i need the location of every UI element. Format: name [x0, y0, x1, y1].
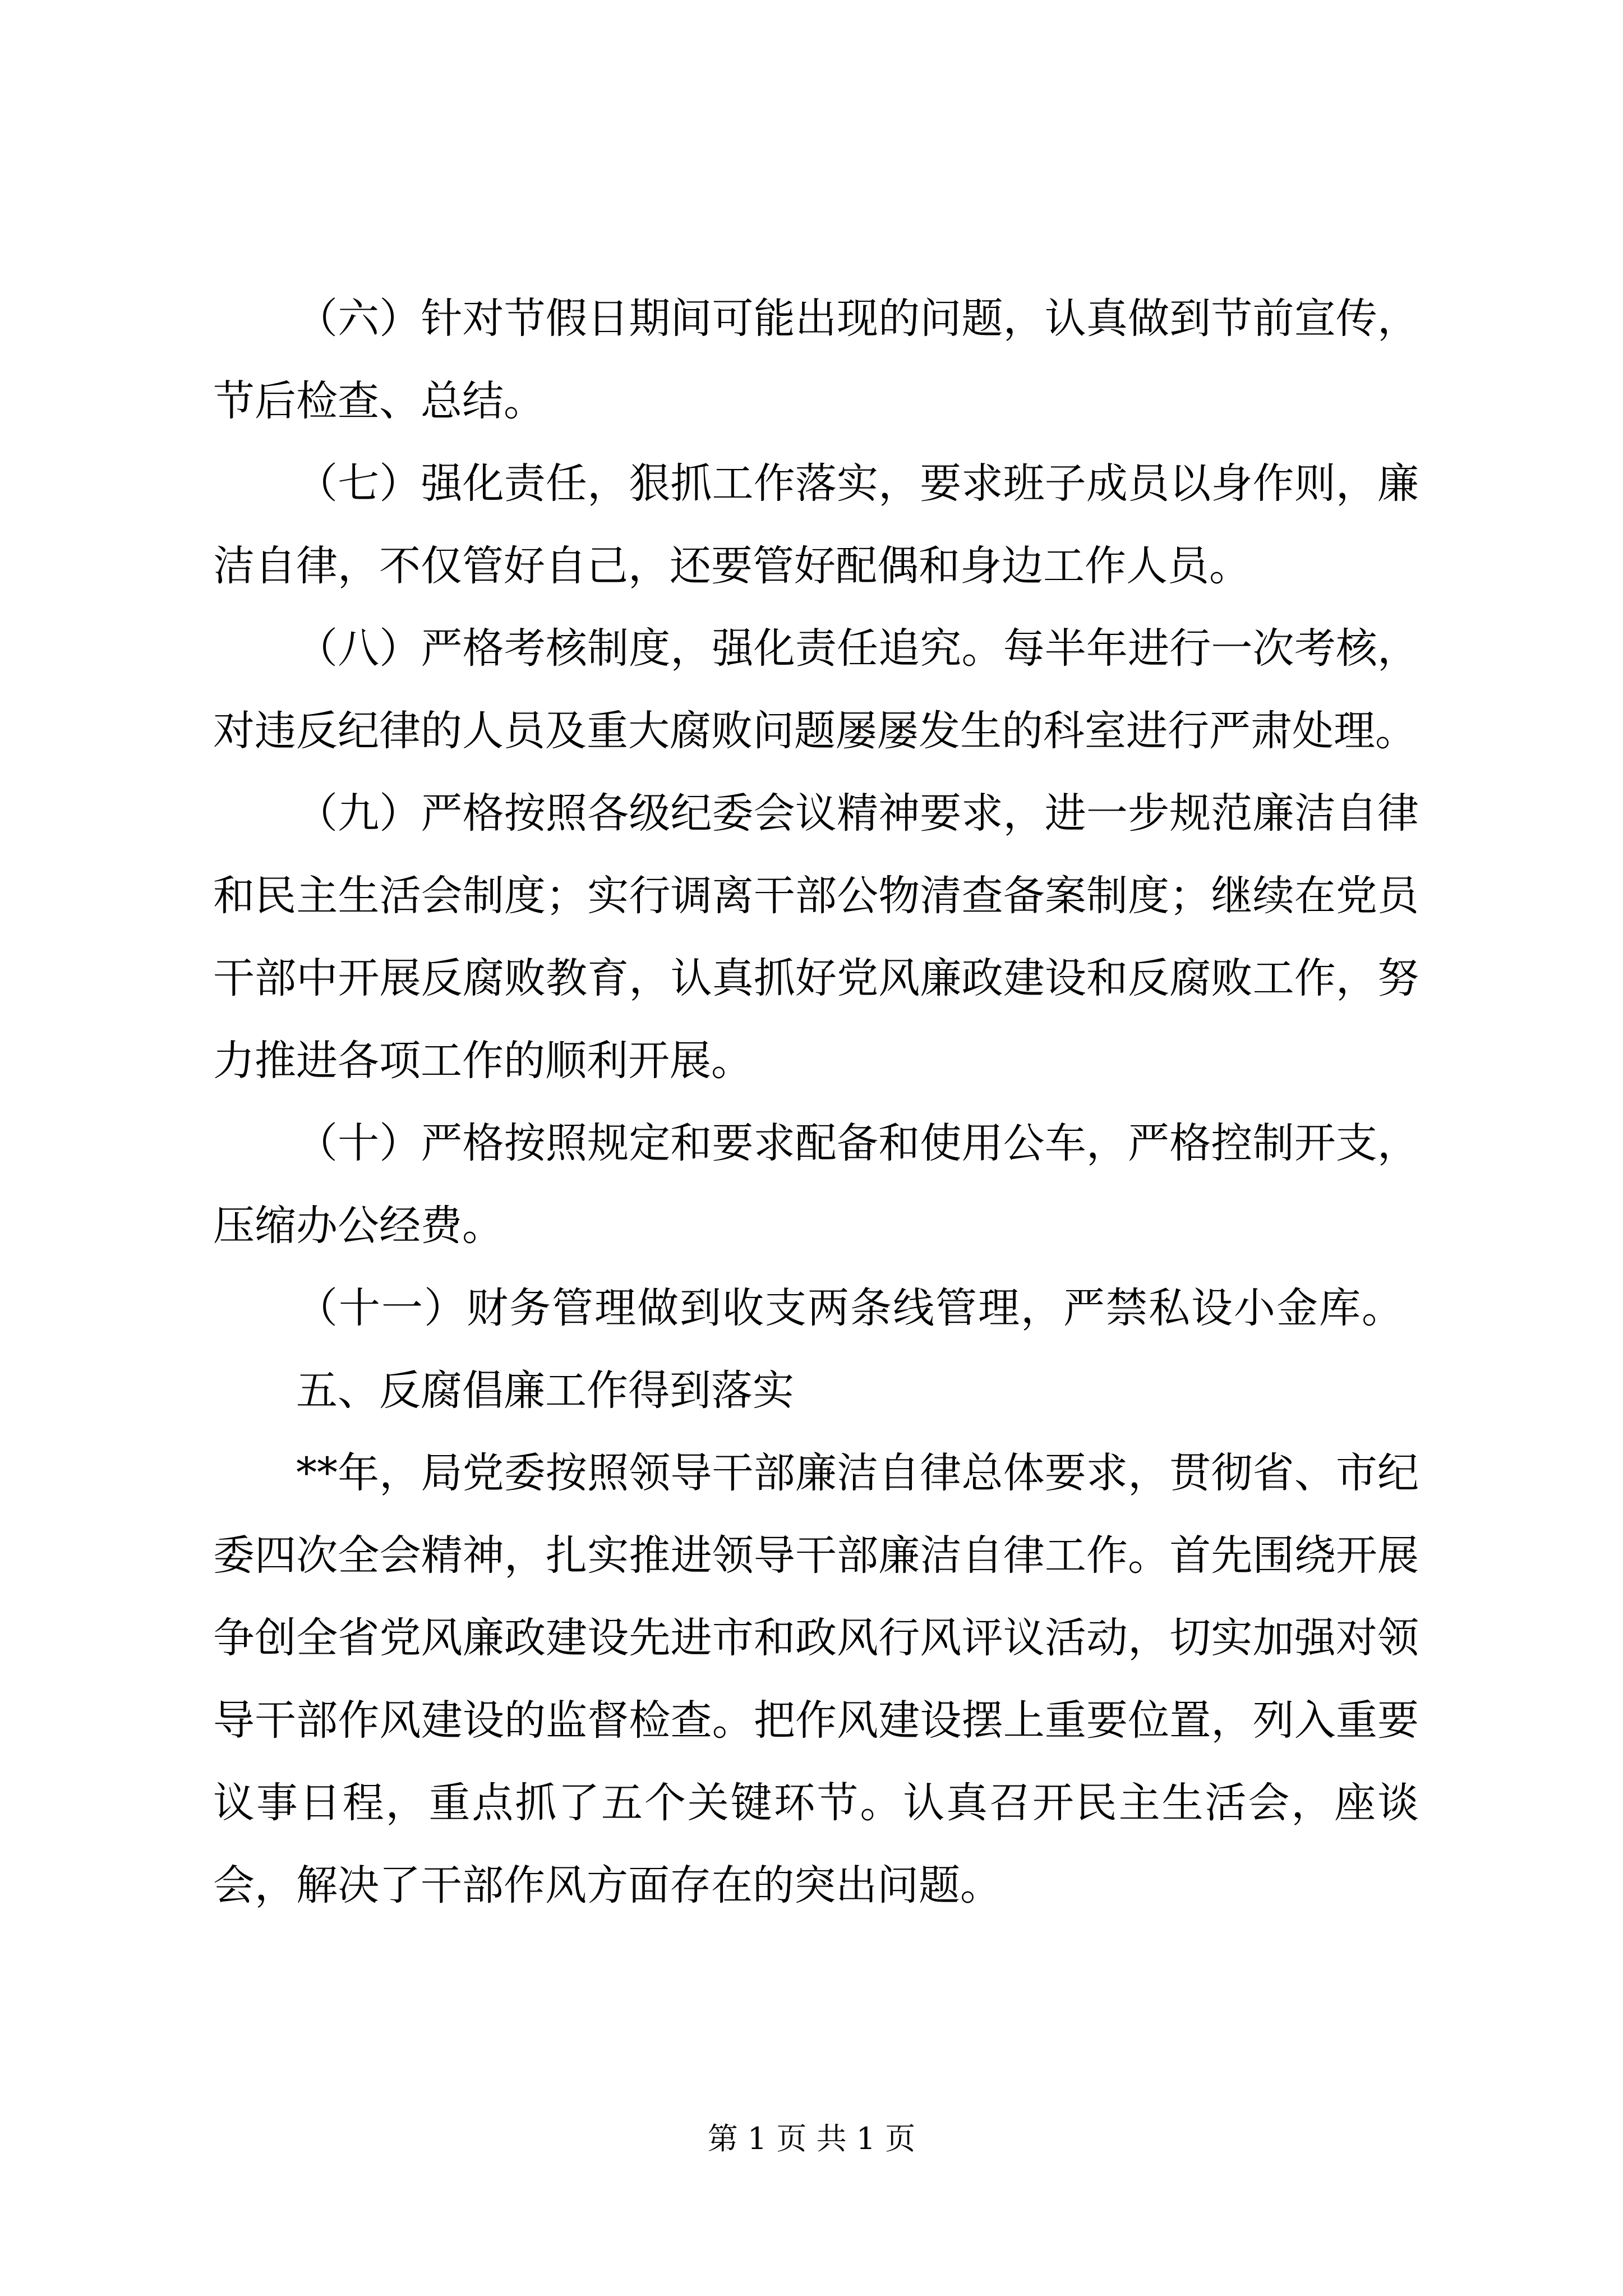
paragraph-item-7: （七）强化责任，狠抓工作落实，要求班子成员以身作则，廉洁自律，不仅管好自己，还要管好配偶和身边工作人员。 [213, 459, 1419, 590]
section-heading: 五、反腐倡廉工作得到落实 [296, 1366, 794, 1415]
page-footer: 第 1 页 共 1 页 [707, 2121, 916, 2156]
paragraph-item-9: （九）严格按照各级纪委会议精神要求，进一步规范廉洁自律和民主生活会制度；实行调离干部公物清查备案制度；继续在党员干部中开展反腐败教育，认真抓好党风廉政建设和反腐败工作，努力推进各项工作的顺利开展。 [213, 789, 1419, 1085]
paragraph-item-11: （十一）财务管理做到收支两条线管理，严禁私设小金库。 [296, 1284, 1404, 1332]
document-body [213, 278, 1419, 1927]
paragraph-item-6: （六）针对节假日期间可能出现的问题，认真做到节前宣传，节后检查、总结。 [213, 295, 1419, 425]
paragraph-item-10: （十）严格按照规定和要求配备和使用公车，严格控制开支，压缩办公经费。 [213, 1119, 1419, 1250]
paragraph-summary: **年，局党委按照领导干部廉洁自律总体要求，贯彻省、市纪委四次全会精神，扎实推进领导干部廉洁自律工作。首先围绕开展争创全省党风廉政建设先进市和政风行风评议活动，切实加强对领导干部作风建设的监督检查。把作风建设摆上重要位置，列入重要议事日程，重点抓了五个关键环节。认真召开民主生活会，座谈会，解决了干部作风方面存在的突出问题。 [213, 1449, 1419, 1910]
paragraph-item-8: （八）严格考核制度，强化责任追究。每半年进行一次考核，对违反纪律的人员及重大腐败问题屡屡发生的科室进行严肃处理。 [213, 624, 1419, 755]
